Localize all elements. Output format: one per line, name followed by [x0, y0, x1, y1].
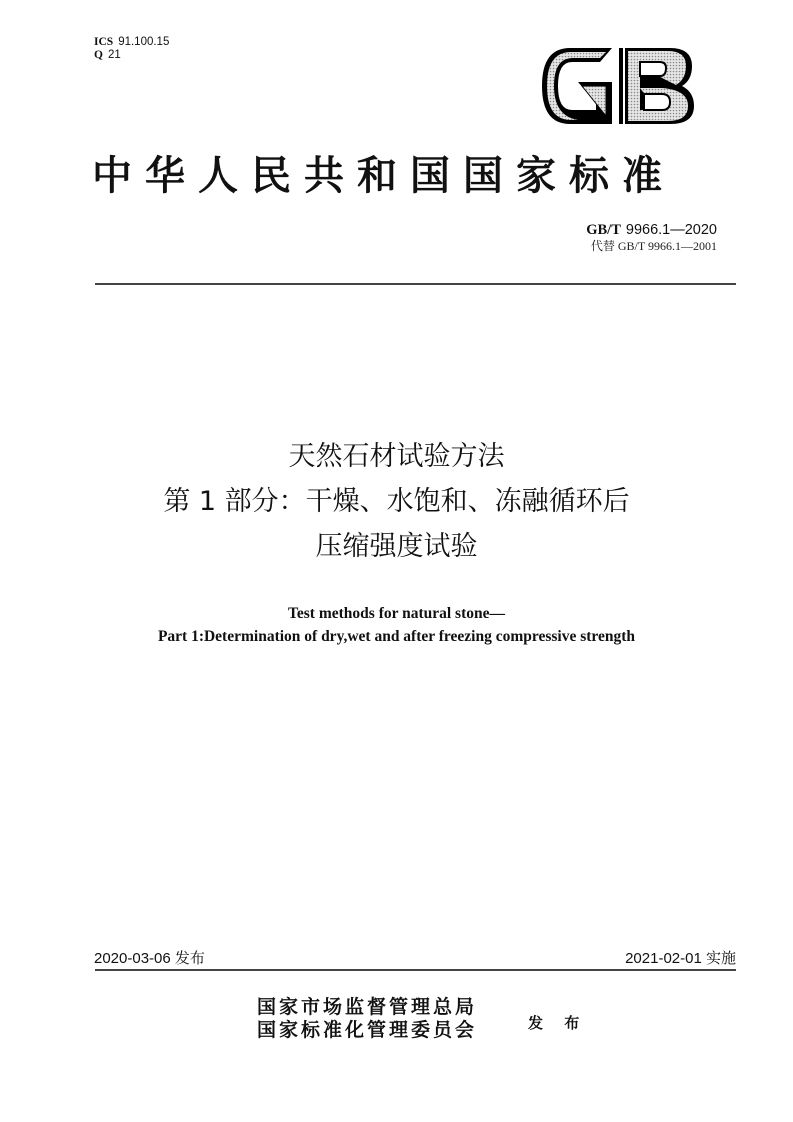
- english-title: [0, 602, 793, 648]
- chinese-title-line-1: 天然石材试验方法: [288, 441, 505, 472]
- issuer-sac: 国家标准化管理委员会: [257, 1019, 478, 1041]
- issuing-authorities: [257, 996, 477, 1042]
- issuer-samr: 国家市场监督管理总局: [257, 996, 478, 1018]
- english-title-line-2: Part 1:Determination of dry,wet and after freezing compressive strength: [157, 628, 636, 645]
- gb-logo-icon: [540, 46, 696, 126]
- chinese-title-line-3: 压缩强度试验: [315, 531, 478, 562]
- implementation-date: 2021-02-01 实施: [625, 950, 736, 967]
- chinese-title-line-2: 第 1 部分：干燥、水饱和、冻融循环后: [163, 486, 630, 517]
- replaces-standard: 代替 GB/T 9966.1—2001: [590, 239, 717, 253]
- standard-code: GB/T 9966.1—2020: [586, 222, 717, 238]
- issue-date: 2020-03-06 发布: [94, 950, 205, 967]
- national-standard-title: 中华人民共和国国家标准: [92, 152, 675, 199]
- ccs-line: Q 21: [94, 49, 121, 61]
- standard-code-block: [586, 222, 717, 254]
- ccs-code: 21: [107, 49, 121, 61]
- ics-code: 91.100.15: [118, 36, 170, 48]
- ics-line: ICS 91.100.15: [94, 36, 170, 48]
- issue-label: 发 布: [528, 1014, 588, 1032]
- top-divider: [95, 283, 736, 285]
- bottom-divider: [95, 969, 736, 971]
- english-title-line-1: Test methods for natural stone—: [287, 605, 505, 622]
- classification-codes: [94, 36, 169, 62]
- chinese-title: [0, 434, 793, 569]
